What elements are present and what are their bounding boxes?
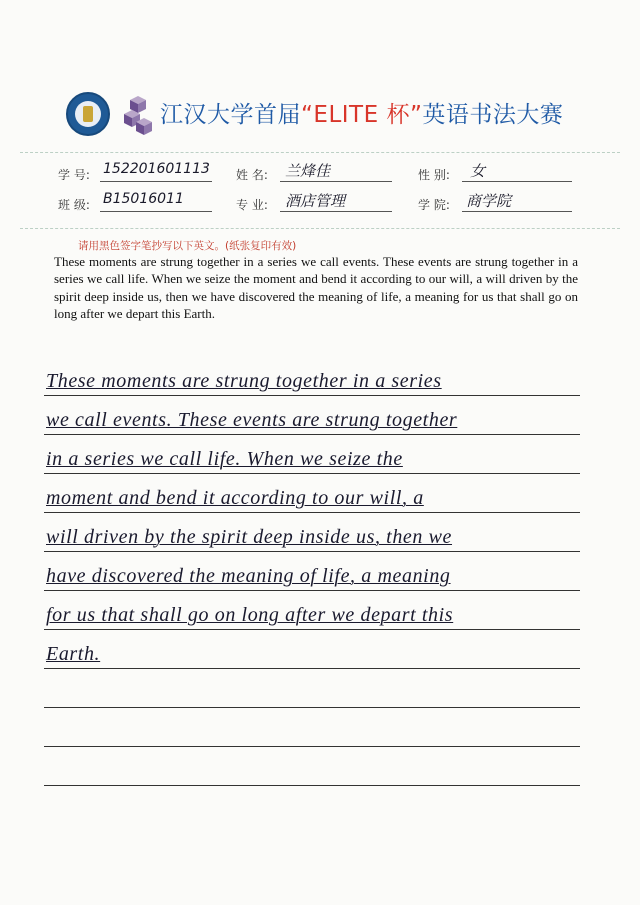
major-value: 酒店管理 [285,192,346,210]
handwriting-line: will driven by the spirit deep inside us, then we [46,526,453,548]
student-id-label: 学 号: [58,168,90,182]
handwriting-line: for us that shall go on long after we depart this [46,604,454,626]
class-value: B15016011 [103,191,184,207]
contest-cube-logo [122,96,152,136]
university-seal-logo [66,92,110,136]
handwriting-line: in a series we call life. When we seize the [46,448,403,470]
college-line [462,211,572,212]
gender-label: 性 别: [418,168,450,182]
handwriting-line: we call events. These events are strung together [46,409,458,431]
major-label: 专 业: [236,198,268,212]
title-suffix: 英语书法大赛 [422,102,564,128]
writing-rule [44,512,580,513]
title-quote-open: “ [301,102,314,128]
writing-rule [44,785,580,786]
writing-rule [44,590,580,591]
class-label: 班 级: [58,198,90,212]
title-event-name: ELITE 杯 [313,102,410,128]
student-id-value: 152201601113 [103,161,210,177]
writing-rule [44,434,580,435]
header-divider [20,152,620,153]
writing-rule [44,707,580,708]
gender-line [462,181,572,182]
gender-value: 女 [470,162,486,180]
contest-title [160,96,563,129]
writing-rule [44,473,580,474]
class-line [100,211,212,212]
major-line [280,211,392,212]
writing-rule [44,551,580,552]
handwriting-line: Earth. [46,643,101,665]
writing-rule [44,629,580,630]
student-id-line [100,181,212,182]
writing-rule [44,395,580,396]
name-value: 兰烽佳 [285,162,331,180]
college-label: 学 院: [418,198,450,212]
writing-rule [44,668,580,669]
printed-passage: These moments are strung together in a series we call events. These events are strung together in a series we call life. When we seize the moment and bend it according to our will, a will driven by the spirit deep inside us, then we have discovered the meaning of life, a meaning for us that shall go on long after we depart this Earth. [54,254,578,321]
title-quote-close: ” [409,102,423,128]
instruction-notice: 请用黑色签字笔抄写以下英文。(纸张复印有效) [78,240,297,252]
title-prefix: 江汉大学首届 [160,102,301,128]
handwriting-line: These moments are strung together in a series [46,370,442,392]
form-divider [20,228,620,229]
college-value: 商学院 [466,192,512,210]
name-label: 姓 名: [236,168,268,182]
handwriting-line: have discovered the meaning of life, a meaning [46,565,451,587]
name-line [280,181,392,182]
writing-rule [44,746,580,747]
handwriting-line: moment and bend it according to our will, a [46,487,424,509]
